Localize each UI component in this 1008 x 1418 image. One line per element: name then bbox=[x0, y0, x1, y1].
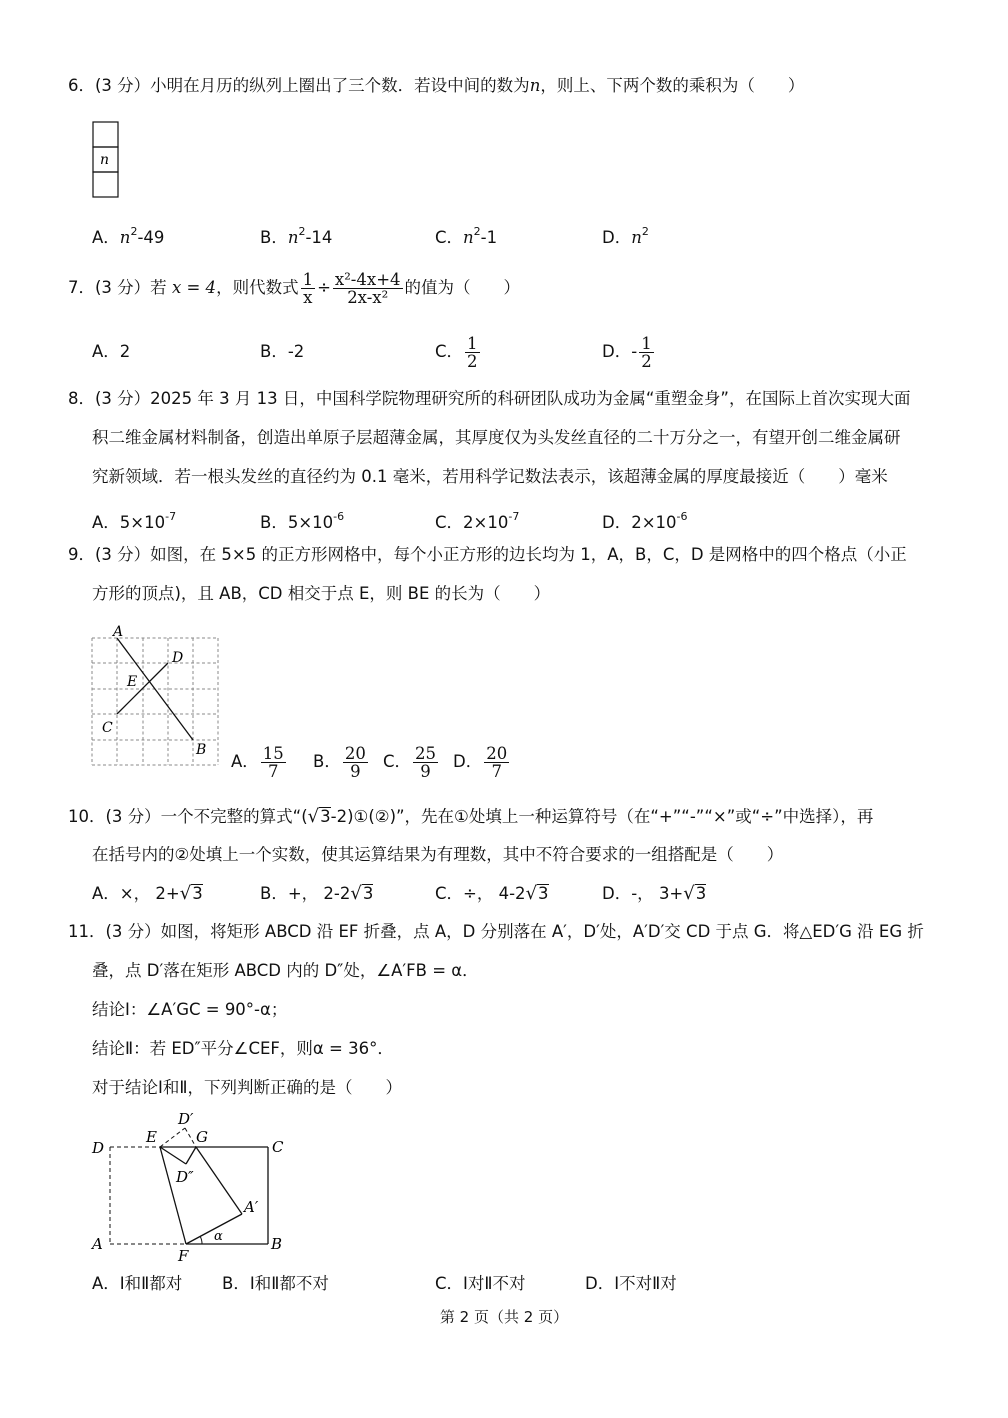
q11-option-a[interactable]: A．Ⅰ和Ⅱ都对 bbox=[92, 1274, 183, 1293]
q9-option-b[interactable]: B． $\frac{20}{9}$ bbox=[313, 743, 366, 781]
q7-option-c[interactable]: C． $\frac{1}{2}$ bbox=[435, 333, 478, 371]
q9-option-c[interactable]: C． $\frac{25}{9}$ bbox=[383, 743, 437, 781]
q6-box-label: n bbox=[100, 152, 110, 168]
q11-option-b[interactable]: B．Ⅰ和Ⅱ都不对 bbox=[222, 1274, 329, 1293]
q9-line-1: 9．(3 分）如图，在 5×5 的正方形网格中，每个小正方形的边长均为 1，A，B，C，D 是网格中的四个格点（小正 bbox=[68, 545, 907, 564]
q11-label-b: B bbox=[271, 1235, 283, 1253]
q9-label-d: D bbox=[172, 650, 184, 666]
q11-line-2: 叠，点 D′落在矩形 ABCD 内的 D″处，∠A′FB = α． bbox=[92, 961, 479, 980]
q9-label-e: E bbox=[127, 674, 138, 690]
q8-option-c[interactable]: C．$2\times 10^{-7}$ bbox=[435, 510, 520, 532]
q9-grid-figure bbox=[86, 620, 228, 770]
q6-calendar-figure bbox=[92, 121, 120, 199]
q9-label-a: A bbox=[113, 624, 124, 640]
q11-label-d: D bbox=[92, 1139, 105, 1157]
q9-label-b: B bbox=[196, 742, 207, 758]
q8-line-1: 8．(3 分）2025 年 3 月 13 日，中国科学院物理研究所的科研团队成功为金属“重塑金身”，在国际上首次实现大面 bbox=[68, 389, 911, 408]
q6-option-d[interactable]: D．$n^2$ bbox=[602, 225, 649, 247]
q11-conclusion-2: 结论Ⅱ：若 ED″平分∠CEF，则α = 36°． bbox=[92, 1039, 394, 1058]
q6-stem: 6．(3 分）小明在月历的纵列上圈出了三个数．若设中间的数为n，则上、下两个数的乘积为（ ） bbox=[68, 76, 805, 95]
q7-fraction-1: $\frac{1}{x}$ bbox=[302, 269, 314, 307]
q6-option-b[interactable]: B．$n^2-14$ bbox=[260, 225, 333, 247]
q11-option-c[interactable]: C．Ⅰ对Ⅱ不对 bbox=[435, 1274, 526, 1293]
q11-label-alpha: α bbox=[214, 1229, 223, 1244]
q8-line-2: 积二维金属材料制备，创造出单原子层超薄金属，其厚度仅为头发丝直径的二十万分之一，有望开创二维金属研 bbox=[92, 428, 901, 447]
q6-option-c[interactable]: C．$n^2-1$ bbox=[435, 225, 498, 247]
q7-option-b[interactable]: B．-2 bbox=[260, 342, 305, 361]
q10-option-a[interactable]: A．×， 2+√3 bbox=[92, 883, 203, 904]
q8-option-b[interactable]: B．$5\times 10^{-6}$ bbox=[260, 510, 345, 532]
q10-option-c[interactable]: C．÷， 4-2√3 bbox=[435, 883, 549, 904]
q10-option-d[interactable]: D．-， 3+√3 bbox=[602, 883, 707, 904]
q6-option-a[interactable]: A．$n^2-49$ bbox=[92, 225, 165, 247]
q10-option-b[interactable]: B．+， 2-2√3 bbox=[260, 883, 374, 904]
q9-line-2: 方形的顶点)，且 AB，CD 相交于点 E，则 BE 的长为（ ） bbox=[92, 584, 551, 603]
q7-stem: 7．(3 分）若 x = 4，则代数式 $\frac{1}{x}$ ÷ $\frac{\text{x²-4x+4}}{\text{2x-x²}}$ 的值为（ ） bbox=[68, 269, 521, 307]
q10-line-2: 在括号内的②处填上一个实数，使其运算结果为有理数，其中不符合要求的一组搭配是（ ） bbox=[92, 845, 784, 864]
q11-conclusion-1: 结论Ⅰ：∠A′GC = 90°-α； bbox=[92, 1000, 288, 1019]
q7-fraction-2: $\frac{\text{x²-4x+4}}{\text{2x-x²}}$ bbox=[334, 269, 401, 307]
q11-line-1: 11．(3 分）如图，将矩形 ABCD 沿 EF 折叠，点 A，D 分别落在 A′，D′处，A′D′交 CD 于点 G．将△ED′G 沿 EG 折 bbox=[68, 922, 924, 941]
q11-label-f: F bbox=[178, 1247, 189, 1265]
q7-option-d[interactable]: D．- $\frac{1}{2}$ bbox=[602, 333, 652, 371]
q11-label-g: G bbox=[196, 1128, 208, 1146]
q9-option-a[interactable]: A． $\frac{15}{7}$ bbox=[231, 743, 284, 781]
q9-label-c: C bbox=[102, 720, 113, 736]
q8-line-3: 究新领域．若一根头发丝的直径约为 0.1 毫米，若用科学记数法表示，该超薄金属的厚度最接近（ ）毫米 bbox=[92, 467, 888, 486]
q11-label-d-prime: D′ bbox=[178, 1110, 194, 1128]
q8-option-a[interactable]: A．$5\times 10^{-7}$ bbox=[92, 510, 177, 532]
q7-option-a[interactable]: A．2 bbox=[92, 342, 131, 361]
q11-label-c: C bbox=[272, 1138, 284, 1156]
q11-question: 对于结论Ⅰ和Ⅱ，下列判断正确的是（ ） bbox=[92, 1078, 402, 1097]
q9-option-d[interactable]: D． $\frac{20}{7}$ bbox=[453, 743, 508, 781]
q11-label-a-prime: A′ bbox=[244, 1198, 259, 1216]
q11-fold-figure bbox=[86, 1104, 296, 1266]
q11-option-d[interactable]: D．Ⅰ不对Ⅱ对 bbox=[585, 1274, 677, 1293]
q10-line-1: 10．(3 分）一个不完整的算式“(√3-2)①(②)”，先在①处填上一种运算符号（在“+”“-”“×”或“÷”中选择），再 bbox=[68, 806, 874, 827]
q11-label-d-double-prime: D″ bbox=[176, 1168, 194, 1186]
q8-option-d[interactable]: D．$2\times 10^{-6}$ bbox=[602, 510, 688, 532]
page-footer: 第 2 页（共 2 页） bbox=[439, 1308, 569, 1326]
q11-label-a: A bbox=[92, 1235, 103, 1253]
q11-label-e: E bbox=[146, 1128, 157, 1146]
